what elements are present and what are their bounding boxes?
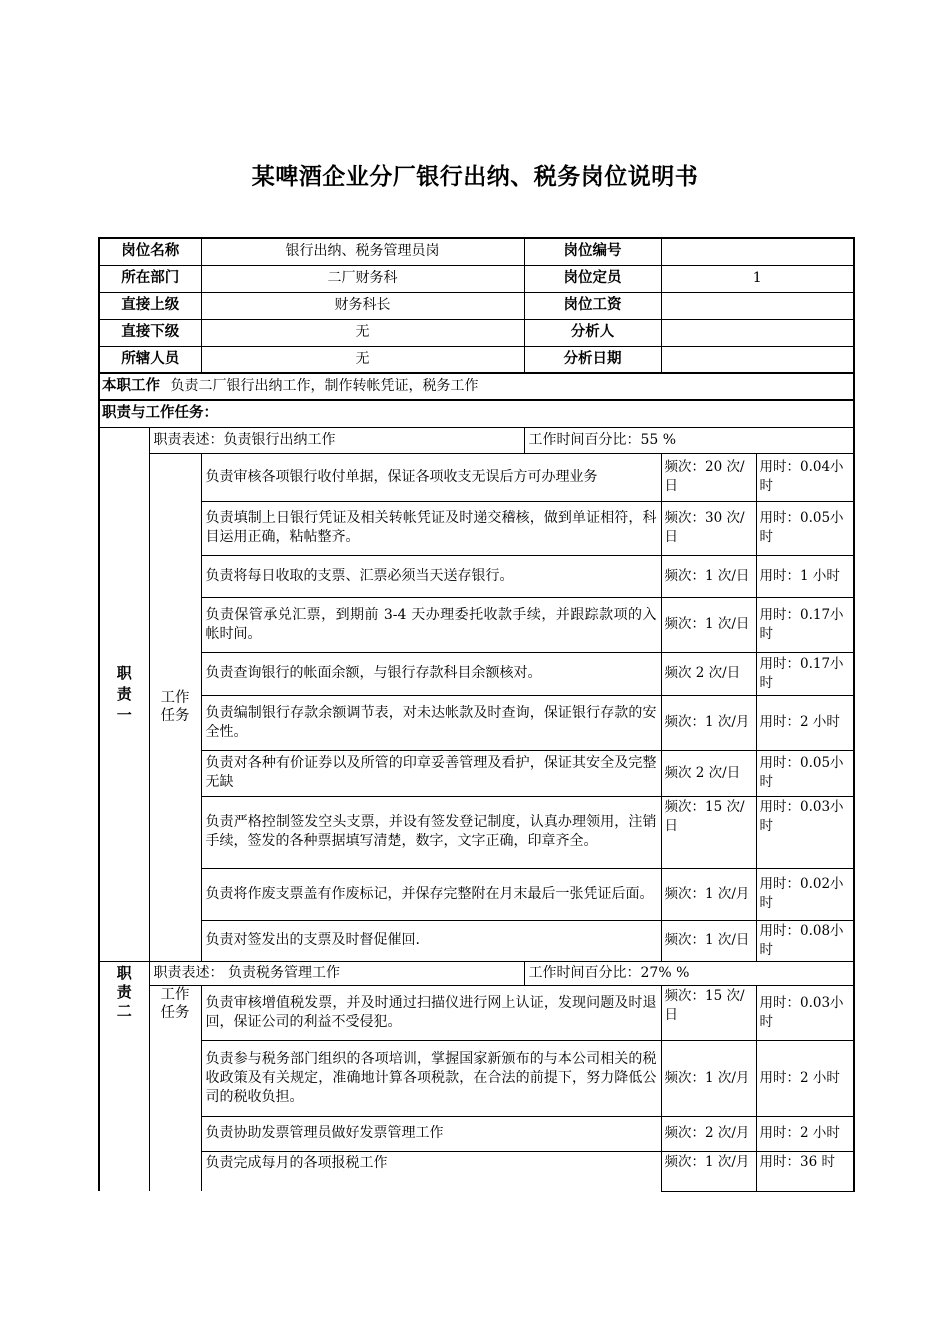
duty1-task-freq: 频次 2 次/日 <box>661 750 756 796</box>
info-row <box>99 319 854 346</box>
duty1-task-row <box>99 555 854 597</box>
duty2-desc-row <box>99 961 854 985</box>
duty1-task-text: 负责编制银行存款余额调节表，对未达帐款及时查询，保证银行存款的安全性。 <box>201 695 661 750</box>
analyst-label: 分析人 <box>524 319 661 346</box>
duty1-task-freq: 频次 2 次/日 <box>661 652 756 695</box>
duty2-task-label-text: 工作任务 <box>160 986 190 1021</box>
duty2-task-freq: 频次：1 次/月 <box>661 1151 756 1191</box>
duty1-task-text: 负责将每日收取的支票、汇票必须当天送存银行。 <box>201 555 661 597</box>
headcount-value: 1 <box>661 265 854 292</box>
main-work-text: 负责二厂银行出纳工作，制作转帐凭证，税务工作 <box>170 378 479 394</box>
duty1-task-time: 用时：2 小时 <box>756 695 854 750</box>
duty1-task-text: 负责严格控制签发空头支票，并设有签发登记制度，认真办理领用，注销手续，签发的各种票据填写清楚，数字，文字正确，印章齐全。 <box>201 796 661 868</box>
duty1-label-text: 职责一 <box>116 663 132 724</box>
duty1-task-row <box>99 652 854 695</box>
staff-label: 所辖人员 <box>99 346 201 373</box>
duty1-task-row <box>99 750 854 796</box>
headcount-label: 岗位定员 <box>524 265 661 292</box>
staff-value: 无 <box>201 346 524 373</box>
duty2-label <box>99 961 149 1191</box>
duty2-task-time: 用时：2 小时 <box>756 1116 854 1151</box>
page-title: 某啤酒企业分厂银行出纳、税务岗位说明书 <box>251 164 699 190</box>
duty1-task-freq: 频次：30 次/日 <box>661 501 756 555</box>
duty2-task-freq: 频次：15 次/日 <box>661 985 756 1040</box>
duty1-task-freq: 频次：1 次/日 <box>661 920 756 961</box>
position-name-label: 岗位名称 <box>99 238 201 265</box>
duty1-task-time: 用时：0.03小时 <box>756 796 854 868</box>
duty2-time-pct: 工作时间百分比：27% % <box>524 961 854 985</box>
duty1-label <box>99 427 149 961</box>
info-row <box>99 265 854 292</box>
duty2-task-text: 负责审核增值税发票，并及时通过扫描仪进行网上认证，发现问题及时退回，保证公司的利益不受侵犯。 <box>201 985 661 1040</box>
duty2-task-row <box>99 985 854 1040</box>
duty1-task-text: 负责将作废支票盖有作废标记，并保存完整附在月末最后一张凭证后面。 <box>201 868 661 920</box>
duty1-task-freq: 频次：15 次/日 <box>661 796 756 868</box>
main-work-row <box>99 373 854 400</box>
duty1-task-time: 用时：0.04小时 <box>756 453 854 501</box>
duty1-desc-row <box>99 427 854 453</box>
duty2-task-time: 用时：2 小时 <box>756 1040 854 1116</box>
duty1-task-freq: 频次：1 次/日 <box>661 555 756 597</box>
duty2-task-label <box>149 985 201 1191</box>
duty1-task-freq: 频次：1 次/月 <box>661 695 756 750</box>
duty1-task-text: 负责查询银行的帐面余额，与银行存款科目余额核对。 <box>201 652 661 695</box>
duties-header: 职责与工作任务： <box>99 400 854 427</box>
duty2-task-freq: 频次：2 次/月 <box>661 1116 756 1151</box>
duty2-task-freq: 频次：1 次/月 <box>661 1040 756 1116</box>
info-row <box>99 346 854 373</box>
duty1-task-row <box>99 796 854 868</box>
duty1-task-text: 负责保管承兑汇票，到期前 3-4 天办理委托收款手续，并跟踪款项的入帐时间。 <box>201 597 661 652</box>
info-row <box>99 238 854 265</box>
dept-value: 二厂财务科 <box>201 265 524 292</box>
position-code-label: 岗位编号 <box>524 238 661 265</box>
duty1-task-time: 用时：0.02小时 <box>756 868 854 920</box>
duty1-task-time: 用时：0.05小时 <box>756 501 854 555</box>
salary-label: 岗位工资 <box>524 292 661 319</box>
duty1-task-row <box>99 501 854 555</box>
duty1-task-text: 负责审核各项银行收付单据，保证各项收支无误后方可办理业务 <box>201 453 661 501</box>
analysis-date-value <box>661 346 854 373</box>
position-code-value <box>661 238 854 265</box>
dept-label: 所在部门 <box>99 265 201 292</box>
analyst-value <box>661 319 854 346</box>
duty2-desc: 职责表述： 负责税务管理工作 <box>149 961 524 985</box>
duty2-task-row <box>99 1040 854 1116</box>
duty2-task-time: 用时：36 时 <box>756 1151 854 1191</box>
duty1-time-pct: 工作时间百分比：55 % <box>524 427 854 453</box>
duty2-task-text: 负责完成每月的各项报税工作 <box>201 1151 661 1191</box>
duty1-task-row <box>99 453 854 501</box>
duty1-task-time: 用时：1 小时 <box>756 555 854 597</box>
duty1-task-row <box>99 597 854 652</box>
duty2-task-time: 用时：0.03小时 <box>756 985 854 1040</box>
duty1-desc: 职责表述：负责银行出纳工作 <box>149 427 524 453</box>
duty1-task-text: 负责对各种有价证券以及所管的印章妥善管理及看护，保证其安全及完整无缺 <box>201 750 661 796</box>
salary-value <box>661 292 854 319</box>
duty2-task-text: 负责协助发票管理员做好发票管理工作 <box>201 1116 661 1151</box>
job-description-table <box>98 237 855 1192</box>
duty1-task-freq: 频次：1 次/月 <box>661 868 756 920</box>
duty2-label-text: 职责二 <box>116 963 132 1020</box>
duty1-task-time: 用时：0.17小时 <box>756 597 854 652</box>
duty2-task-text: 负责参与税务部门组织的各项培训，掌握国家新颁布的与本公司相关的税收政策及有关规定，准确地计算各项税款，在合法的前提下，努力降低公司的税收负担。 <box>201 1040 661 1116</box>
duty1-task-text: 负责对签发出的支票及时督促催回. <box>201 920 661 961</box>
duty1-task-time: 用时：0.05小时 <box>756 750 854 796</box>
subordinate-value: 无 <box>201 319 524 346</box>
subordinate-label: 直接下级 <box>99 319 201 346</box>
duty1-task-row <box>99 920 854 961</box>
duty1-task-time: 用时：0.08小时 <box>756 920 854 961</box>
duty1-task-text: 负责填制上日银行凭证及相关转帐凭证及时递交稽核，做到单证相符，科目运用正确，粘帖整齐。 <box>201 501 661 555</box>
duty1-task-freq: 频次：20 次/日 <box>661 453 756 501</box>
duty2-task-row <box>99 1151 854 1191</box>
main-work-label: 本职工作 <box>102 378 160 394</box>
superior-value: 财务科长 <box>201 292 524 319</box>
duty1-task-row <box>99 868 854 920</box>
superior-label: 直接上级 <box>99 292 201 319</box>
position-name-value: 银行出纳、税务管理员岗 <box>201 238 524 265</box>
duty1-task-label <box>149 453 201 961</box>
duty2-task-row <box>99 1116 854 1151</box>
info-row <box>99 292 854 319</box>
duty1-task-time: 用时：0.17小时 <box>756 652 854 695</box>
duty1-task-label-text: 工作任务 <box>160 690 190 724</box>
duty1-task-freq: 频次：1 次/日 <box>661 597 756 652</box>
duty1-task-row <box>99 695 854 750</box>
analysis-date-label: 分析日期 <box>524 346 661 373</box>
duties-header-row <box>99 400 854 427</box>
